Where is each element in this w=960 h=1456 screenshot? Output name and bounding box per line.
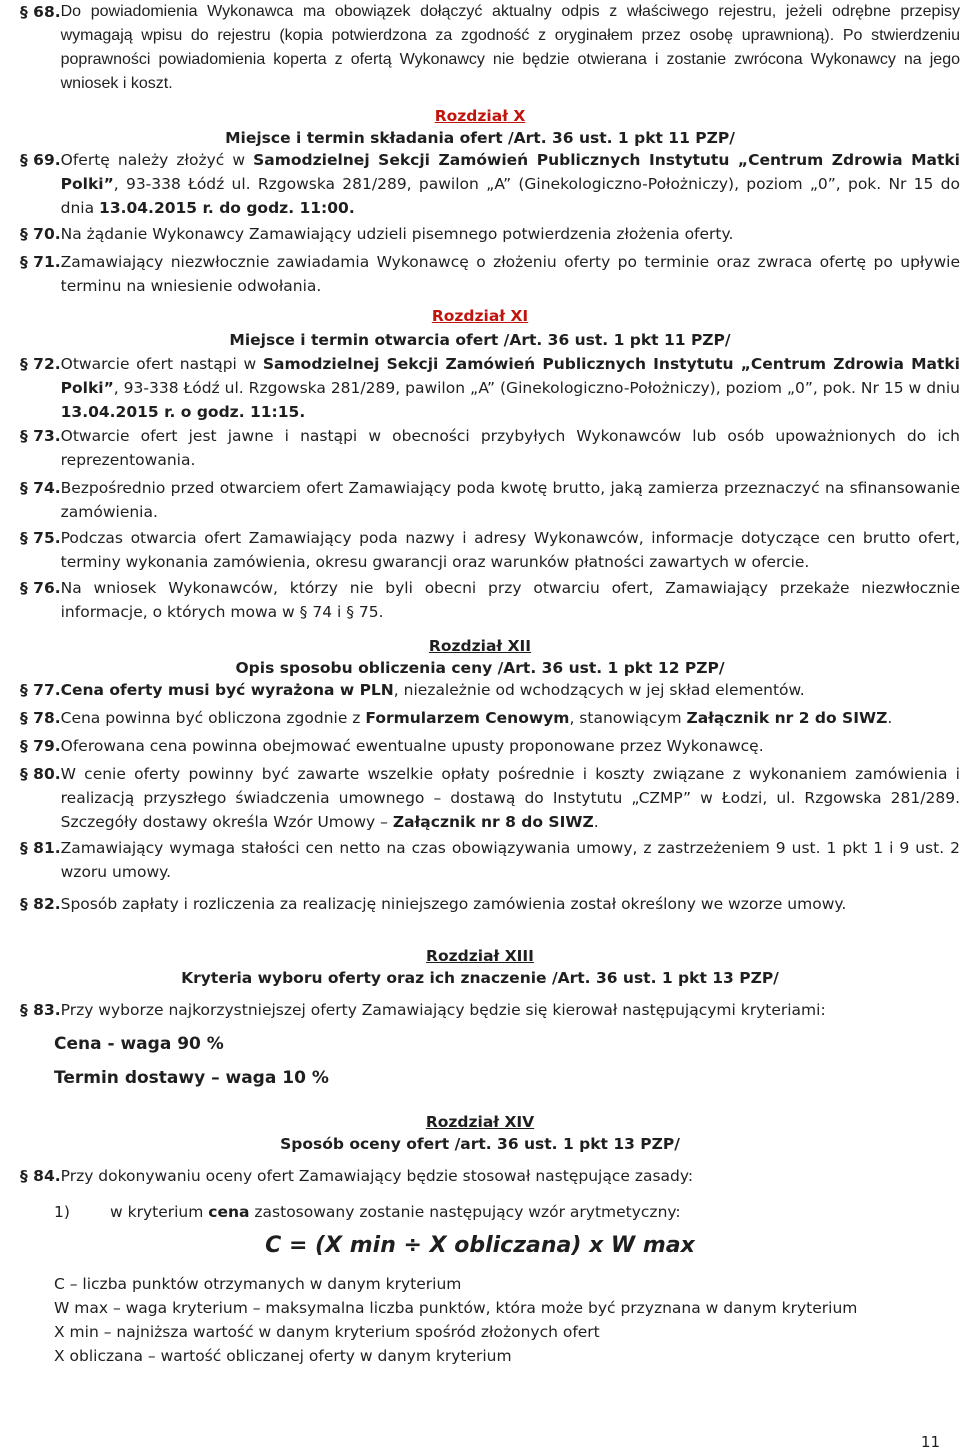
chapter-subtitle-xiv: Sposób oceny ofert /art. 36 ust. 1 pkt 13 PZP/	[280, 1135, 680, 1153]
paragraph-text: Oferowana cena powinna obejmować ewentualne upusty proponowane przez Wykonawcę.	[60, 737, 764, 755]
formula-legend-w-max: W max – waga kryterium – maksymalna liczba punktów, która może być przyznana w danym kryterium	[54, 1299, 858, 1317]
paragraph-79	[20, 734, 960, 758]
paragraph-text	[61, 762, 960, 834]
paragraph-number: 84.	[33, 1167, 61, 1185]
paragraph-text: Przy wyborze najkorzystniejszej oferty Zamawiający będzie się kierował następującymi kryteriami:	[60, 1001, 826, 1019]
chapter-subtitle-x: Miejsce i termin składania ofert /Art. 36 ust. 1 pkt 11 PZP/	[225, 129, 735, 147]
paragraph-82	[20, 892, 960, 916]
paragraph-number: 83.	[33, 1001, 61, 1019]
paragraph-number: 81.	[33, 839, 61, 857]
list-marker: 1)	[54, 1203, 70, 1221]
section-symbol: §	[20, 765, 28, 783]
paragraph-text: Zamawiający niezwłocznie zawiadamia Wykonawcę o złożeniu oferty po terminie oraz zwraca ofertę po upływie terminu na wniesienie odwołania.	[60, 253, 960, 295]
institution-name: Samodzielnej Sekcji Zamówień Publicznych Instytutu „Centrum Zdrowia Matki Polki”	[60, 355, 960, 397]
paragraph-70	[20, 222, 960, 246]
formula-legend-x-calculated: X obliczana – wartość obliczanej oferty w danym kryterium	[54, 1347, 512, 1365]
text-run: w kryterium	[110, 1203, 209, 1221]
paragraph-71	[20, 250, 960, 298]
chapter-subtitle-xii: Opis sposobu obliczenia ceny /Art. 36 ust. 1 pkt 12 PZP/	[235, 659, 725, 677]
list-item-text	[110, 1200, 681, 1224]
opening-date: 13.04.2015 r. o godz. 11:15.	[60, 403, 306, 421]
paragraph-text	[61, 678, 960, 702]
paragraph-text: Przy dokonywaniu oceny ofert Zamawiający będzie stosował następujące zasady:	[60, 1167, 694, 1185]
criterion-price: Cena - waga 90 %	[54, 1034, 224, 1054]
section-symbol: §	[20, 151, 28, 169]
text-run: , 93-338 Łódź ul. Rzgowska 281/289, pawilon „A” (Ginekologiczno-Położniczy), poziom „0”, pok. Nr 15 w dniu	[113, 379, 960, 397]
text-run: W cenie oferty powinny być zawarte wszelkie opłaty pośrednie i koszty związane z wykonaniem zamówienia i realizacją przyszłego świadczenia umownego – dostawą do Instytutu „CZMP” w Łodzi, ul. Rzgowska 281/289. Szczegóły dostawy określa Wzór Umowy –	[60, 765, 960, 831]
chapter-subtitle-xiii: Kryteria wyboru oferty oraz ich znaczenie /Art. 36 ust. 1 pkt 13 PZP/	[181, 969, 779, 987]
paragraph-number: 76.	[33, 579, 61, 597]
text-run: , 93-338 Łódź ul. Rzgowska 281/289, pawilon „A” (Ginekologiczno-Położniczy), poziom „0”, pok. Nr 15 do dnia	[60, 175, 960, 217]
chapter-subtitle-xi: Miejsce i termin otwarcia ofert /Art. 36 ust. 1 pkt 11 PZP/	[229, 331, 731, 349]
section-symbol: §	[20, 1001, 28, 1019]
paragraph-number: 77.	[33, 681, 61, 699]
section-symbol: §	[20, 737, 28, 755]
paragraph-number: 78.	[33, 709, 61, 727]
paragraph-number: 73.	[33, 427, 61, 445]
paragraph-78	[20, 706, 960, 730]
text-run-bold: Formularzem Cenowym	[365, 709, 570, 727]
paragraph-83	[20, 998, 960, 1022]
text-run: , niezależnie od wchodzących w jej skład elementów.	[393, 681, 805, 699]
list-item-1	[54, 1200, 954, 1224]
page-number: 11	[920, 1433, 940, 1451]
paragraph-76	[20, 576, 960, 624]
text-run: Otwarcie ofert nastąpi w	[60, 355, 263, 373]
chapter-title-x: Rozdział X	[434, 107, 526, 125]
paragraph-text: Na wniosek Wykonawców, którzy nie byli obecni przy otwarciu ofert, Zamawiający przekaże niezwłocznie informacje, o których mowa w § 74 i § 75.	[60, 579, 960, 621]
section-symbol: §	[20, 3, 28, 21]
paragraph-text: Podczas otwarcia ofert Zamawiający poda nazwy i adresy Wykonawców, informacje dotyczące cen brutto ofert, terminy wykonania zamówienia, okresu gwarancji oraz warunków płatności zawartych w ofercie.	[60, 529, 960, 571]
paragraph-text: Bezpośrednio przed otwarciem ofert Zamawiający poda kwotę brutto, jaką zamierza przeznaczyć na sfinansowanie zamówienia.	[60, 479, 960, 521]
paragraph-text	[61, 352, 960, 424]
section-symbol: §	[20, 681, 28, 699]
paragraph-text: Na żądanie Wykonawcy Zamawiający udzieli pisemnego potwierdzenia złożenia oferty.	[60, 225, 734, 243]
section-symbol: §	[20, 1167, 28, 1185]
criterion-delivery: Termin dostawy – waga 10 %	[54, 1068, 329, 1088]
section-symbol: §	[20, 709, 28, 727]
paragraph-number: 68.	[33, 3, 61, 21]
paragraph-72	[20, 352, 960, 424]
paragraph-77	[20, 678, 960, 702]
formula-legend-c: C – liczba punktów otrzymanych w danym kryterium	[54, 1275, 462, 1293]
chapter-title-xiv: Rozdział XIV	[425, 1113, 535, 1131]
paragraph-text: Sposób zapłaty i rozliczenia za realizację niniejszego zamówienia został określony we wzorze umowy.	[60, 895, 847, 913]
paragraph-73	[20, 424, 960, 472]
section-symbol: §	[20, 529, 28, 547]
text-run-bold: cena	[208, 1203, 250, 1221]
formula-legend-x-min: X min – najniższa wartość w danym kryterium spośród złożonych ofert	[54, 1323, 600, 1341]
paragraph-text: Do powiadomienia Wykonawca ma obowiązek dołączyć aktualny odpis z właściwego rejestru, jeżeli odrębne przepisy wymagają wpisu do rejestru (kopia potwierdzona za zgodność z oryginałem przez osobę uprawnioną). Po stwierdzeniu poprawności powiadomienia koperta z ofertą Wykonawcy nie będzie otwierana i zostanie zwrócona Wykonawcy na jego wniosek i koszt.	[60, 3, 960, 92]
text-run: Cena powinna być obliczona zgodnie z	[60, 709, 366, 727]
paragraph-number: 71.	[33, 253, 61, 271]
section-symbol: §	[20, 579, 28, 597]
text-run-bold: Cena oferty musi być wyrażona w PLN	[60, 681, 394, 699]
paragraph-text: Otwarcie ofert jest jawne i nastąpi w obecności przybyłych Wykonawców lub osób upoważnionych do ich reprezentowania.	[60, 427, 960, 469]
paragraph-number: 69.	[33, 151, 61, 169]
paragraph-text: Zamawiający wymaga stałości cen netto na czas obowiązywania umowy, z zastrzeżeniem 9 ust. 1 pkt 1 i 9 ust. 2 wzoru umowy.	[60, 839, 960, 881]
chapter-title-xi: Rozdział XI	[431, 307, 529, 325]
scoring-formula: C = (X min ÷ X obliczana) x W max	[265, 1233, 695, 1258]
paragraph-80	[20, 762, 960, 834]
section-symbol: §	[20, 479, 28, 497]
text-run-bold: Załącznik nr 8 do SIWZ	[392, 813, 594, 831]
paragraph-84	[20, 1164, 960, 1188]
section-symbol: §	[20, 253, 28, 271]
paragraph-68	[20, 0, 960, 96]
chapter-title-xiii: Rozdział XIII	[426, 947, 534, 965]
section-symbol: §	[20, 225, 28, 243]
paragraph-number: 74.	[33, 479, 61, 497]
paragraph-number: 80.	[33, 765, 61, 783]
paragraph-number: 72.	[33, 355, 61, 373]
paragraph-number: 79.	[33, 737, 61, 755]
paragraph-number: 70.	[33, 225, 61, 243]
text-run: .	[593, 813, 599, 831]
text-run: Ofertę należy złożyć w	[60, 151, 254, 169]
paragraph-81	[20, 836, 960, 884]
paragraph-text	[61, 706, 960, 730]
paragraph-text	[61, 148, 960, 220]
paragraph-75	[20, 526, 960, 574]
paragraph-74	[20, 476, 960, 524]
section-symbol: §	[20, 895, 28, 913]
paragraph-69	[20, 148, 960, 220]
text-run: .	[887, 709, 893, 727]
text-run-bold: Załącznik nr 2 do SIWZ	[686, 709, 888, 727]
section-symbol: §	[20, 427, 28, 445]
text-run: zastosowany zostanie następujący wzór arytmetyczny:	[249, 1203, 681, 1221]
section-symbol: §	[20, 839, 28, 857]
paragraph-number: 82.	[33, 895, 61, 913]
institution-name: Samodzielnej Sekcji Zamówień Publicznych Instytutu „Centrum Zdrowia Matki Polki”	[60, 151, 960, 193]
section-symbol: §	[20, 355, 28, 373]
paragraph-number: 75.	[33, 529, 61, 547]
deadline: 13.04.2015 r. do godz. 11:00.	[99, 199, 355, 217]
text-run: , stanowiącym	[569, 709, 687, 727]
chapter-title-xii: Rozdział XII	[428, 637, 532, 655]
